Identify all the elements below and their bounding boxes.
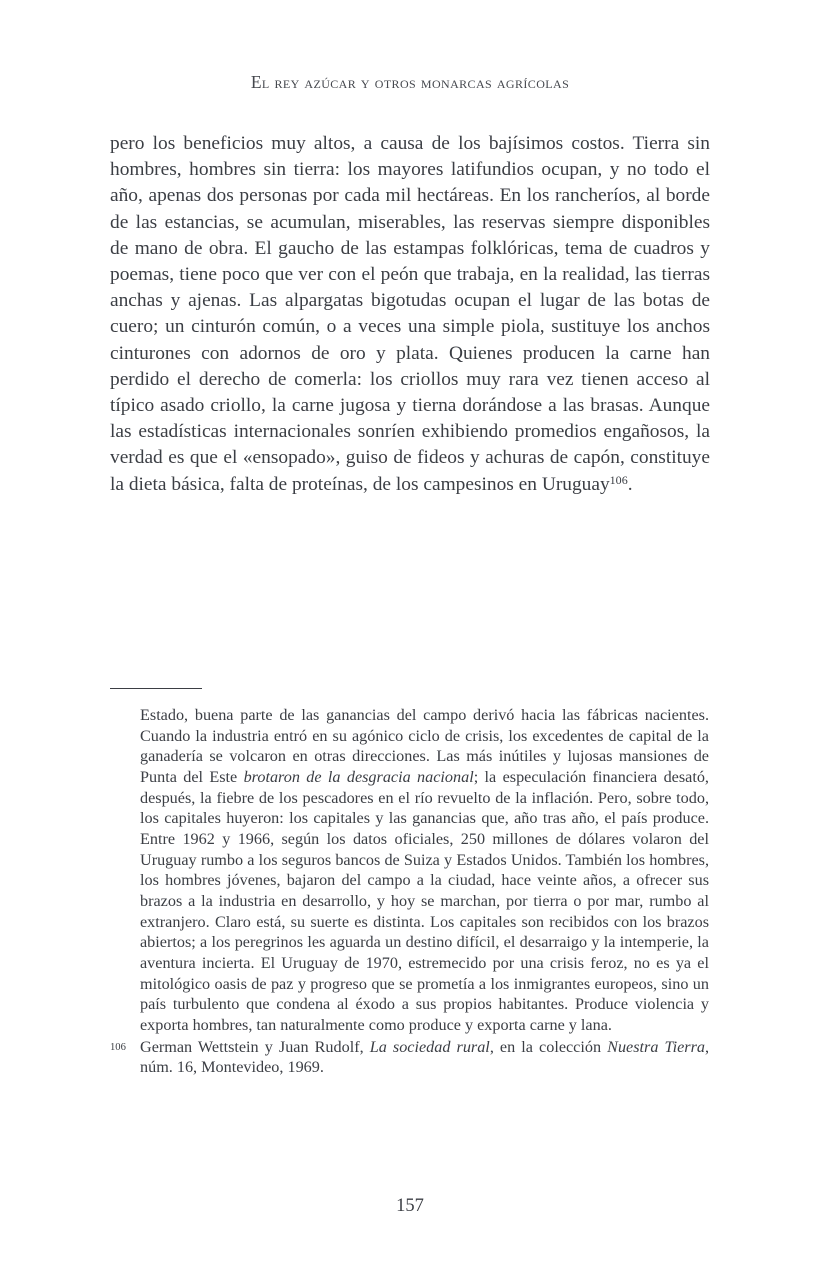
footnote-106 bbox=[110, 1037, 709, 1078]
page-number: 157 bbox=[396, 1196, 424, 1216]
footnote-106-part1: German Wettstein y Juan Rudolf, bbox=[140, 1037, 370, 1056]
footnote-106-part2: , en la colección bbox=[489, 1037, 608, 1056]
footnote-block bbox=[110, 705, 709, 1078]
footnote-continued-italic1: brotaron de la desgracia nacional bbox=[243, 767, 474, 786]
footnote-marker-106: 106 bbox=[110, 1041, 126, 1053]
footnote-106-collection: Nuestra Tierra bbox=[607, 1037, 705, 1056]
footnote-reference-106[interactable]: 106 bbox=[609, 472, 628, 487]
footnote-continued-part2: ; la especulación financiera desató, después, la fiebre de los pescadores en el río revuelto de la inflación. Pero, sobre todo, los capitales huyeron: los capitales y las ganancias que, año tras año, el país produce. Entre 1962 y 1966, según los datos oficiales, 250 millones de dólares volaron del Uruguay rumbo a los seguros bancos de Suiza y Estados Unidos. También los hombres, los hombres jóvenes, bajaron del campo a la ciudad, hace veinte años, a ofrecer sus brazos a la industria en desarrollo, y hoy se marchan, por tierra o por mar, rumbo al extranjero. Claro está, su suerte es distinta. Los capitales son recibidos con los brazos abiertos; a los peregrinos les aguarda un destino difícil, el desarraigo y la intemperie, la aventura incierta. El Uruguay de 1970, estremecido por una crisis feroz, no es ya el mitológico oasis de paz y progreso que se prometía a los inmigrantes europeos, sino un país turbulento que condena al éxodo a sus propios habitantes. Produce violencia y exporta hombres, tan naturalmente como produce y exporta carne y lana. bbox=[140, 767, 709, 1034]
footnote-106-title: La sociedad rural bbox=[369, 1037, 490, 1056]
running-header: El rey azúcar y otros monarcas agrícolas bbox=[250, 72, 570, 92]
footnote-continued-text bbox=[140, 705, 709, 1036]
footnote-continued bbox=[110, 705, 709, 1036]
body-paragraph-text: pero los beneficios muy altos, a causa de los bajísimos costos. Tierra sin hombres, hombres sin tierra: los mayores latifundios ocupan, y no todo el año, apenas dos personas por cada mil hectáreas. En los rancheríos, al borde de las estancias, se acumulan, miserables, las reservas siempre disponibles de mano de obra. El gaucho de las estampas folklóricas, tema de cuadros y poemas, tiene poco que ver con el peón que trabaja, en la realidad, las tierras anchas y ajenas. Las alpargatas bigotudas ocupan el lugar de las botas de cuero; un cinturón común, o a veces una simple piola, sustituye los anchos cinturones con adornos de oro y plata. Quienes producen la carne han perdido el derecho de comerla: los criollos muy rara vez tienen acceso al típico asado criollo, la carne jugosa y tierna dorándose a las brasas. Aunque las estadísticas internacionales sonríen exhibiendo promedios engañosos, la verdad es que el «ensopado», guiso de fideos y achuras de capón, constituye la dieta básica, falta de proteínas, de los campesinos en Uruguay bbox=[110, 133, 710, 495]
body-paragraph bbox=[110, 131, 710, 498]
footnote-106-text bbox=[140, 1037, 709, 1078]
body-text-column bbox=[110, 131, 710, 498]
body-paragraph-terminator: . bbox=[627, 473, 633, 495]
footnote-continued-part1: Estado, buena parte de las ganancias del campo derivó hacia las fábricas nacientes. Cuando la industria entró en su agónico ciclo de crisis, los excedentes de capital de la ganadería se volcaron en otras direcciones. Las más inútiles y lujosas mansiones de Punta del Este bbox=[140, 706, 709, 786]
footnote-106-part3: , núm. 16, Montevideo, 1969. bbox=[140, 1037, 710, 1077]
footnote-separator-rule bbox=[110, 688, 202, 689]
